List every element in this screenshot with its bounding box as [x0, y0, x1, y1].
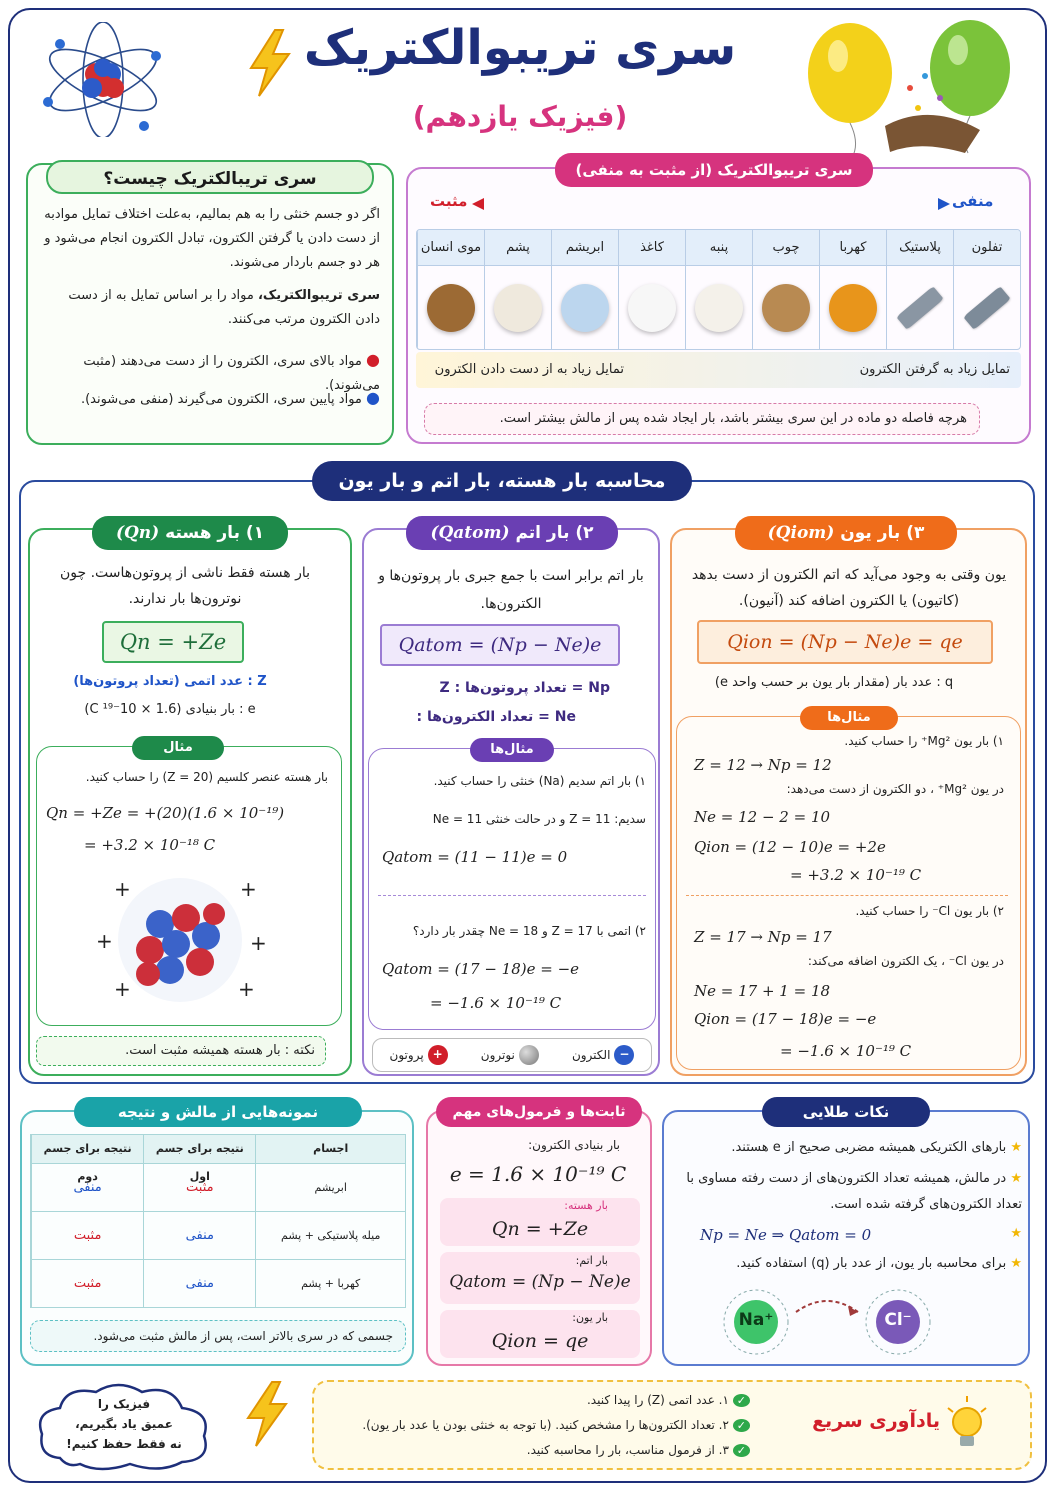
bullet-bottom-materials: ● مواد پایین سری، الکترون می‌گیرند (منفی می‌شوند).: [80, 388, 380, 407]
table-cell: مثبت: [31, 1260, 143, 1307]
rubbing-table: [30, 1134, 406, 1308]
atom-formula: Qatom = (Np − Ne)e: [380, 624, 620, 666]
nucleus-example-line-1: Qn = +Ze = +(20)(1.6 × 10⁻¹⁹): [46, 804, 285, 822]
table-cell: منفی: [31, 1164, 143, 1211]
q-definition: q : عدد بار (مقدار بار یون بر حسب واحد e): [714, 675, 954, 690]
qion-value: Qion = qe: [491, 1330, 589, 1352]
bullet-top-materials: ● مواد بالای سری، الکترون را از دست می‌دهند (مثبت می‌شوند).: [83, 350, 380, 393]
gain-tendency: تمایل زیاد به گرفتن الکترون: [859, 362, 1010, 377]
ne-definition: Ne = تعداد الکترون‌ها :: [416, 709, 576, 725]
ion-example-2-line-2: در یون Cl⁻ ، یک الکترون اضافه می‌کند:: [807, 954, 1004, 968]
cl-ion-label: Cl⁻: [884, 1310, 912, 1330]
series-note: هرچه فاصله دو ماده در این سری بیشتر باشد، بار ایجاد شده پس از مالش بیشتر است.: [424, 403, 980, 435]
material-cell: [752, 230, 819, 349]
ion-example-2-line-4: Qion = (17 − 18)e = −e: [694, 1010, 877, 1028]
atom-example-2-line-1: Qatom = (17 − 18)e = −e: [382, 960, 580, 978]
atom-example-1-question: ۱) بار اتم سدیم (Na) خنثی را حساب کنید.: [433, 774, 646, 788]
particle-legend: [372, 1038, 652, 1072]
material-swatch-icon: [628, 284, 676, 332]
ion-example-1-line-5: = +3.2 × 10⁻¹⁹ C: [790, 866, 922, 884]
star-icon: ★: [1010, 1226, 1022, 1241]
recap-step-2: ✓ ۲. تعداد الکترون‌ها را مشخص کنید. (با توجه به خنثی بودن یا عدد بار یون).: [330, 1413, 750, 1438]
atom-example-1-line-2: Qatom = (11 − 11)e = 0: [382, 848, 568, 866]
material-cell: [551, 230, 618, 349]
what-is-heading: سری تریبالکتریک چیست؟: [46, 160, 374, 194]
qatom-label: بار اتم:: [575, 1254, 608, 1267]
e-label: بار بنیادی الکترون:: [528, 1138, 620, 1152]
atom-example-2-line-2: = −1.6 × 10⁻¹⁹ C: [430, 994, 562, 1012]
what-is-definition: سری تریبوالکتریک، مواد را بر اساس تمایل به از دست دادن الکترون مرتب می‌کنند.: [68, 288, 380, 327]
e-value: e = 1.6 × 10⁻¹⁹ C: [449, 1162, 627, 1186]
ion-example-1-line-4: Qion = (12 − 10)e = +2e: [694, 838, 886, 856]
material-cell: [953, 230, 1020, 349]
ion-example-2-line-5: = −1.6 × 10⁻¹⁹ C: [780, 1042, 912, 1060]
negative-label: منفی: [952, 192, 994, 210]
material-label: پشم: [485, 230, 551, 266]
tip-4: ★ برای محاسبه بار یون، از عدد بار (q) استفاده کنید.: [736, 1256, 1022, 1271]
svg-text:+: +: [114, 877, 131, 901]
material-label: پنبه: [686, 230, 752, 266]
material-cell: [484, 230, 551, 349]
table-header-cell: اجسام: [255, 1135, 405, 1163]
e-definition: e : بار بنیادی (1.6 × 10⁻¹⁹ C): [84, 702, 256, 717]
material-swatch-icon: [494, 284, 542, 332]
qatom-value: Qatom = (Np − Ne)e: [449, 1272, 631, 1292]
table-row: [31, 1211, 405, 1259]
what-is-paragraph: اگر دو جسم خنثی را به هم بمالیم، به‌علت اختلاف تمایل موادبه از دست دادن یا گرفتن الکترون، تبادل الکترون انجام می‌شود و هر دو جسم باردار می‌شوند.: [44, 207, 380, 270]
check-icon: ✓: [733, 1419, 750, 1432]
table-header-cell: نتیجه برای جسم دوم: [31, 1135, 143, 1163]
tip-3-formula: Np = Ne ⇒ Qatom = 0: [700, 1226, 872, 1244]
material-cell: [685, 230, 752, 349]
material-swatch-icon: [896, 286, 944, 330]
material-swatch-icon: [762, 284, 810, 332]
nucleus-text: بار هسته فقط ناشی از پروتون‌هاست. چون نوترون‌ها بار ندارند.: [59, 565, 311, 607]
nucleus-formula: Qn = +Ze: [102, 621, 244, 663]
legend-electron: − الکترون: [572, 1045, 634, 1065]
nucleus-heading: ۱) بار هسته (Qn): [92, 516, 288, 550]
lightning-icon: [245, 28, 295, 98]
table-cell: میله پلاستیکی + پشم: [255, 1212, 405, 1259]
nucleus-illustration-icon: [90, 874, 270, 1004]
page-subtitle: (فیزیک یازدهم): [412, 100, 628, 133]
material-label: ابریشم: [552, 230, 618, 266]
np-definition: Np = تعداد پروتون‌ها : Z: [439, 680, 610, 696]
qn-label: بار هسته:: [564, 1199, 608, 1212]
atom-example-title: مثال‌ها: [470, 738, 554, 762]
nucleus-example-title: مثال: [132, 736, 224, 760]
positive-label: مثبت: [430, 192, 468, 210]
table-header-cell: نتیجه برای جسم اول: [143, 1135, 255, 1163]
svg-text:+: +: [96, 929, 113, 953]
ion-example-2-line-1: Z = 17 → Np = 17: [694, 928, 832, 946]
ion-example-2-line-3: Ne = 17 + 1 = 18: [694, 982, 831, 1000]
material-swatch-icon: [427, 284, 475, 332]
balloons-icon: [790, 18, 1030, 168]
recap-steps: [330, 1388, 750, 1463]
lightbulb-icon: [944, 1394, 990, 1456]
electron-icon: −: [614, 1045, 634, 1065]
materials-table: [416, 229, 1021, 350]
material-label: تفلون: [954, 230, 1020, 266]
ion-example-2-question: ۲) بار یون Cl⁻ را حساب کنید.: [855, 904, 1004, 918]
check-icon: ✓: [733, 1444, 750, 1457]
nucleus-example-question: بار هسته عنصر کلسیم (Z = 20) را حساب کنید.: [85, 770, 328, 784]
constants-heading: ثابت‌ها و فرمول‌های مهم: [436, 1097, 642, 1127]
atom-example-2-question: ۲) اتمی با Z = 17 و Ne = 18 چقدر بار دارد؟: [412, 924, 646, 938]
ion-example-title: مثال‌ها: [800, 706, 898, 730]
cloud-message: فیزیک را عمیق یاد بگیریم، نه فقط حفظ کنیم!: [66, 1397, 182, 1451]
ion-formula: Qion = (Np − Ne)e = qe: [697, 620, 993, 664]
material-label: کاغذ: [619, 230, 685, 266]
table-cell: مثبت: [31, 1212, 143, 1259]
quick-recap-heading: یادآوری سریع: [812, 1410, 940, 1432]
series-arrow-icon: [472, 194, 950, 214]
table-cell: مثبت: [143, 1164, 255, 1211]
material-cell: [417, 230, 484, 349]
atom-example-1-line-1: سدیم: Z = 11 و در حالت خنثی Ne = 11: [432, 812, 646, 826]
ion-example-divider: [686, 895, 1008, 896]
material-label: پلاستیک: [887, 230, 953, 266]
material-swatch-icon: [561, 284, 609, 332]
table-cell: کهربا + پشم: [255, 1260, 405, 1307]
qn-value: Qn = +Ze: [491, 1218, 589, 1240]
material-label: موی انسان: [418, 230, 484, 266]
material-cell: [819, 230, 886, 349]
tip-1: ★ بارهای الکتریکی همیشه مضربی صحیح از e هستند.: [731, 1140, 1022, 1155]
recap-step-1: ✓ ۱. عدد اتمی (Z) را پیدا کنید.: [330, 1388, 750, 1413]
legend-proton: + پروتون: [390, 1045, 448, 1065]
svg-text:+: +: [114, 977, 131, 1001]
material-label: چوب: [753, 230, 819, 266]
ion-example-1-question: ۱) بار یون Mg²⁺ را حساب کنید.: [844, 734, 1004, 748]
qion-label: بار یون:: [572, 1311, 608, 1324]
star-icon: ★: [1010, 1140, 1022, 1155]
neutron-icon: [519, 1045, 539, 1065]
svg-text:+: +: [240, 877, 257, 901]
ion-text: یون وقتی به وجود می‌آید که اتم الکترون از دست بدهد (کاتیون) یا الکترون اضافه کند (آنیون).: [691, 567, 1007, 609]
check-icon: ✓: [733, 1394, 750, 1407]
ion-example-1-line-3: Ne = 12 − 2 = 10: [694, 808, 831, 826]
nucleus-note: نکته : بار هسته همیشه مثبت است.: [36, 1036, 326, 1066]
nucleus-example-line-2: = +3.2 × 10⁻¹⁸ C: [84, 836, 216, 854]
table-cell: منفی: [143, 1260, 255, 1307]
lightning-icon: [244, 1380, 290, 1448]
atom-example-panel: [368, 748, 656, 1030]
table-cell: منفی: [143, 1212, 255, 1259]
material-label: کهربا: [820, 230, 886, 266]
z-definition: Z : عدد اتمی (تعداد پروتون‌ها): [73, 674, 267, 689]
material-swatch-icon: [829, 284, 877, 332]
table-row: [31, 1259, 405, 1307]
table-header: [31, 1135, 405, 1183]
na-ion-label: Na⁺: [738, 1310, 774, 1330]
star-icon: ★: [1010, 1256, 1022, 1271]
atom-heading: ۲) بار اتم (Qatom): [406, 516, 618, 550]
material-swatch-icon: [963, 286, 1011, 330]
rubbing-examples-heading: نمونه‌هایی از مالش و نتیجه: [74, 1097, 362, 1127]
atom-example-divider: [378, 895, 646, 896]
golden-tips-heading: نکات طلایی: [762, 1097, 930, 1127]
ion-example-1-line-2: در یون Mg²⁺ ، دو الکترون از دست می‌دهد:: [786, 782, 1004, 796]
series-heading: سری تریبوالکتریک (از مثبت به منفی): [555, 153, 873, 187]
calc-heading: محاسبه بار هسته، بار اتم و بار یون: [312, 461, 692, 501]
star-icon: ★: [1010, 1171, 1022, 1186]
svg-text:+: +: [250, 931, 267, 955]
material-cell: [618, 230, 685, 349]
recap-step-3: ✓ ۳. از فرمول مناسب، بار را محاسبه کنید.: [330, 1438, 750, 1463]
svg-text:+: +: [238, 977, 255, 1001]
atom-illustration-icon: [38, 22, 168, 137]
lose-tendency: تمایل زیاد به از دست دادن الکترون: [434, 362, 624, 377]
material-swatch-icon: [695, 284, 743, 332]
ion-heading: ۳) بار یون (Qiom): [735, 516, 957, 550]
page-title: سری تریبوالکتریک: [303, 20, 737, 76]
rubbing-note: جسمی که در سری بالاتر است، پس از مالش مثبت می‌شود.: [30, 1320, 406, 1352]
material-cell: [886, 230, 953, 349]
table-cell: ابریشم: [255, 1164, 405, 1211]
table-row: [31, 1163, 405, 1211]
ion-example-1-line-1: Z = 12 → Np = 12: [694, 756, 832, 774]
legend-neutron: نوترون: [481, 1045, 539, 1065]
tip-2: ★ در مالش، همیشه تعداد الکترون‌های از دست رفته مساوی با تعداد الکترون‌های گرفته شده است.: [686, 1171, 1022, 1212]
atom-text: بار اتم برابر است با جمع جبری بار پروتون‌ها و الکترون‌ها.: [378, 568, 644, 612]
proton-icon: +: [428, 1045, 448, 1065]
